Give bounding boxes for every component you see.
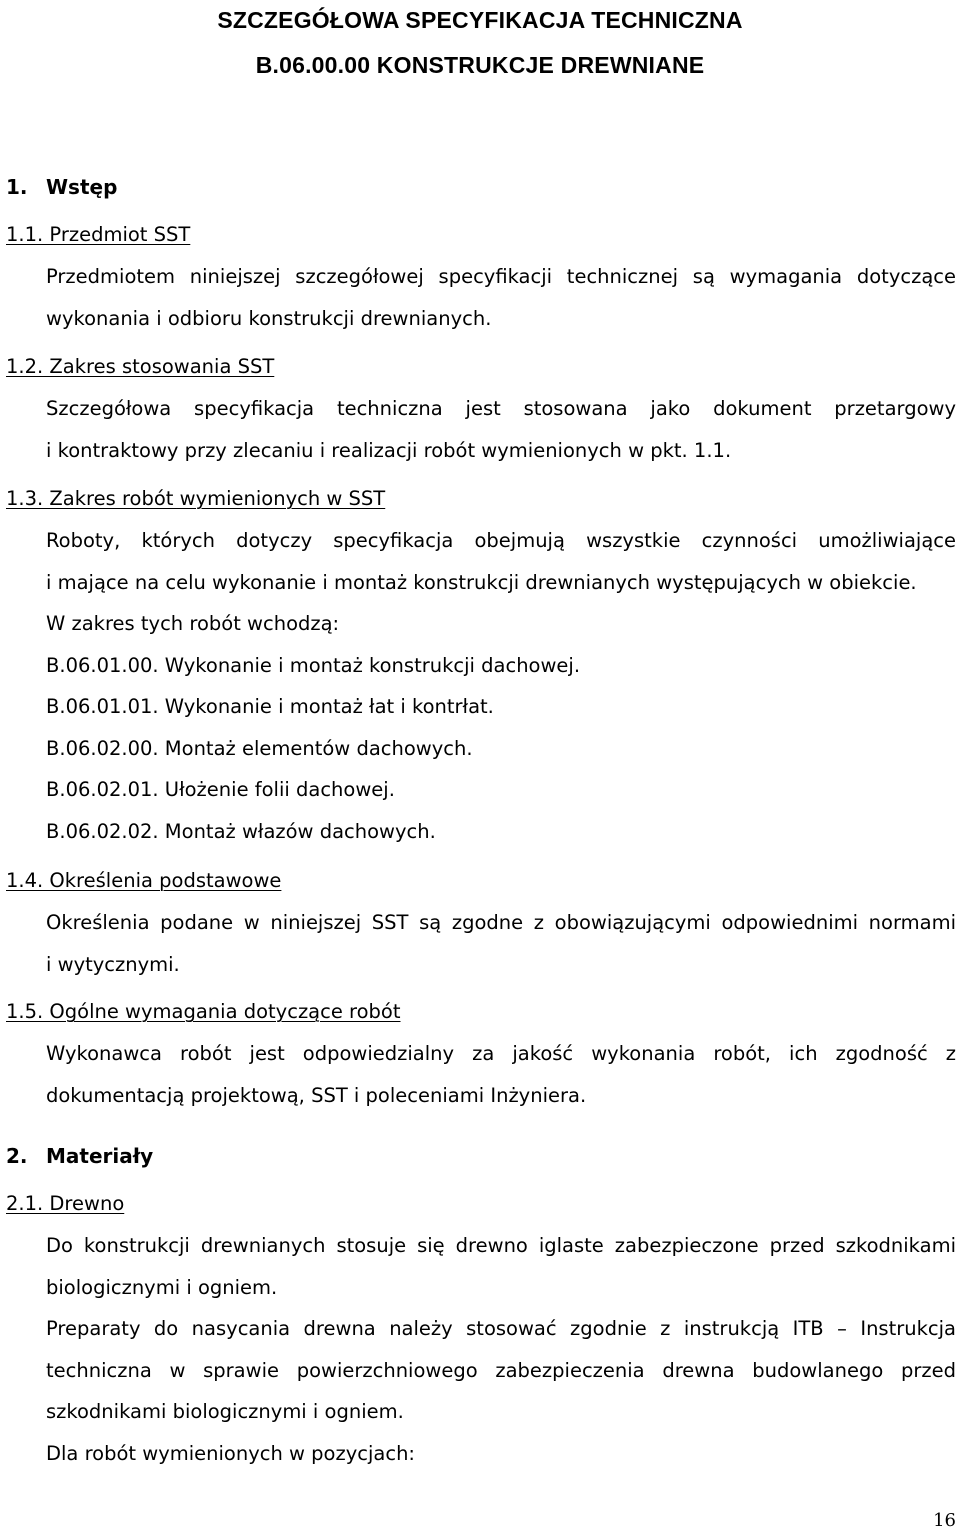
paragraph-line: i mające na celu wykonanie i montaż konstrukcji drewnianych występujących w obiekcie. xyxy=(46,570,917,594)
paragraph-line: Preparaty do nasycania drewna należy stosować zgodnie z instrukcją ITB – Instrukcja xyxy=(46,1317,956,1340)
section-2-heading xyxy=(6,1142,153,1170)
section-1-3-heading: 1.3. Zakres robót wymienionych w SST xyxy=(6,487,386,510)
section-1-3-paragraph xyxy=(46,520,956,852)
paragraph-line: biologicznymi i ogniem. xyxy=(46,1275,278,1299)
paragraph-line: Szczegółowa specyfikacja techniczna jest stosowana jako dokument przetargowy xyxy=(46,397,956,420)
paragraph-line: i wytycznymi. xyxy=(46,952,180,976)
section-1-2-heading: 1.2. Zakres stosowania SST xyxy=(6,355,275,378)
list-item: B.06.02.00. Montaż elementów dachowych. xyxy=(46,736,473,760)
paragraph-line: techniczna w sprawie powierzchniowego zabezpieczenia drewna budowlanego przed xyxy=(46,1358,956,1382)
list-item: B.06.02.01. Ułożenie folii dachowej. xyxy=(46,778,395,801)
section-2-title: Materiały xyxy=(46,1144,154,1168)
section-2-number: 2. xyxy=(6,1144,28,1168)
section-2-1-heading: 2.1. Drewno xyxy=(6,1192,125,1215)
page-number: 16 xyxy=(933,1510,956,1531)
list-item: B.06.01.01. Wykonanie i montaż łat i kontrłat. xyxy=(46,695,494,718)
section-1-heading xyxy=(6,173,117,201)
paragraph-line: W zakres tych robót wchodzą: xyxy=(46,612,340,635)
paragraph-line: Do konstrukcji drewnianych stosuje się drewno iglaste zabezpieczone przed szkodnikami xyxy=(46,1234,956,1257)
paragraph-line: Dla robót wymienionych w pozycjach: xyxy=(46,1441,416,1465)
section-1-4-heading: 1.4. Określenia podstawowe xyxy=(6,869,282,892)
document-subtitle: B.06.00.00 KONSTRUKCJE DREWNIANE xyxy=(255,52,705,78)
document-title: SZCZEGÓŁOWA SPECYFIKACJA TECHNICZNA xyxy=(217,7,743,33)
section-1-1-heading: 1.1. Przedmiot SST xyxy=(6,223,191,246)
list-item: B.06.02.02. Montaż włazów dachowych. xyxy=(46,819,436,843)
section-1-5-paragraph xyxy=(46,1033,956,1116)
section-1-number: 1. xyxy=(6,175,28,199)
paragraph-line: i kontraktowy przy zlecaniu i realizacji robót wymienionych w pkt. 1.1. xyxy=(46,438,732,462)
list-item: B.06.01.00. Wykonanie i montaż konstrukcji dachowej. xyxy=(46,653,581,677)
paragraph-line: Roboty, których dotyczy specyfikacja obejmują wszystkie czynności umożliwiające xyxy=(46,529,956,552)
section-1-4-paragraph xyxy=(46,902,956,985)
section-2-1-paragraph xyxy=(46,1225,956,1474)
paragraph-line: dokumentacją projektową, SST i poleceniami Inżyniera. xyxy=(46,1083,587,1107)
section-1-5-heading: 1.5. Ogólne wymagania dotyczące robót xyxy=(6,1000,401,1023)
paragraph-line: szkodnikami biologicznymi i ogniem. xyxy=(46,1400,404,1423)
paragraph-line: wykonania i odbioru konstrukcji drewnianych. xyxy=(46,306,492,330)
section-1-1-paragraph xyxy=(46,256,956,339)
section-1-2-paragraph xyxy=(46,388,956,471)
paragraph-line: Wykonawca robót jest odpowiedzialny za jakość wykonania robót, ich zgodność z xyxy=(46,1042,956,1065)
paragraph-line: Przedmiotem niniejszej szczegółowej specyfikacji technicznej są wymagania dotyczące xyxy=(46,265,956,288)
paragraph-line: Określenia podane w niniejszej SST są zgodne z obowiązującymi odpowiednimi normami xyxy=(46,911,956,934)
section-1-title: Wstęp xyxy=(46,175,118,199)
